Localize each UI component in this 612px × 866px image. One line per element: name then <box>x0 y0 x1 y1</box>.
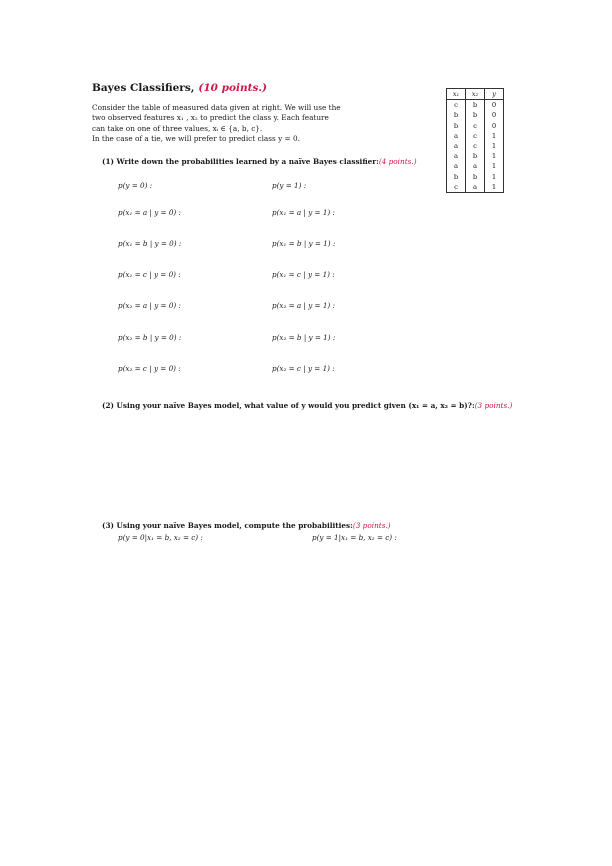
cell: b <box>466 172 485 182</box>
intro-line: two observed features x₁ , x₂ to predict the class y. Each feature <box>92 113 329 123</box>
intro-line: Consider the table of measured data given at right. We will use the <box>92 103 341 112</box>
cell: b <box>447 172 466 182</box>
cell: c <box>466 131 485 141</box>
table-row <box>447 100 504 111</box>
prob-x1c-y0: p(x₁ = c | y = 0) : <box>118 270 181 279</box>
prob-x2c-y0: p(x₂ = c | y = 0) : <box>118 364 181 373</box>
header-x1: x₁ <box>447 89 466 100</box>
page-title <box>92 82 267 94</box>
question-2-text: (2) Using your naïve Bayes model, what value of y would you predict given (x₁ = a, x₂ = b)?: <box>102 401 475 410</box>
question-2-points: (3 points.) <box>474 401 513 410</box>
question-2 <box>102 401 522 412</box>
cell: a <box>466 161 485 171</box>
cell: a <box>466 182 485 193</box>
table-row <box>447 172 504 182</box>
cell: c <box>466 121 485 131</box>
cell: 1 <box>485 141 504 151</box>
question-3-text: (3) Using your naïve Bayes model, compute the probabilities: <box>102 521 353 530</box>
intro-paragraph <box>92 103 422 145</box>
table-header-row <box>447 89 504 100</box>
cell: a <box>447 161 466 171</box>
prob-x1c-y1: p(x₁ = c | y = 1) : <box>272 270 335 279</box>
prob-x1b-y1: p(x₁ = b | y = 1) : <box>272 239 336 248</box>
cell: 1 <box>485 151 504 161</box>
cell: b <box>466 100 485 111</box>
cell: c <box>447 182 466 193</box>
question-3 <box>102 521 391 530</box>
header-y: y <box>485 89 504 100</box>
cell: a <box>447 131 466 141</box>
table-row <box>447 121 504 131</box>
table-row <box>447 141 504 151</box>
title-points: (10 points.) <box>198 82 267 94</box>
header-x2: x₂ <box>466 89 485 100</box>
data-table <box>446 88 504 193</box>
prob-x1a-y0: p(x₁ = a | y = 0) : <box>118 208 181 217</box>
prob-x2a-y1: p(x₂ = a | y = 1) : <box>272 301 335 310</box>
prob-x2b-y0: p(x₂ = b | y = 0) : <box>118 333 182 342</box>
cell: c <box>466 141 485 151</box>
prob-x2b-y1: p(x₂ = b | y = 1) : <box>272 333 336 342</box>
prob-x1b-y0: p(x₁ = b | y = 0) : <box>118 239 182 248</box>
prob-y1: p(y = 1) : <box>272 181 307 190</box>
prob-y0-given-bc: p(y = 0|x₁ = b, x₂ = c) : <box>118 533 203 542</box>
cell: b <box>466 151 485 161</box>
cell: b <box>447 110 466 120</box>
cell: b <box>466 110 485 120</box>
cell: 0 <box>485 110 504 120</box>
cell: a <box>447 141 466 151</box>
question-3-points: (3 points.) <box>352 521 391 530</box>
prob-y0: p(y = 0) : <box>118 181 153 190</box>
prob-y1-given-bc: p(y = 1|x₁ = b, x₂ = c) : <box>312 533 397 542</box>
table-row <box>447 182 504 193</box>
cell: c <box>447 100 466 111</box>
question-1-points: (4 points.) <box>378 157 417 166</box>
prob-x1a-y1: p(x₁ = a | y = 1) : <box>272 208 335 217</box>
prob-x2c-y1: p(x₂ = c | y = 1) : <box>272 364 335 373</box>
question-1-text: (1) Write down the probabilities learned by a naı̈ve Bayes classifier: <box>102 157 379 166</box>
cell: 1 <box>485 172 504 182</box>
table-row <box>447 131 504 141</box>
cell: 0 <box>485 100 504 111</box>
intro-line: In the case of a tie, we will prefer to predict class y = 0. <box>92 134 300 144</box>
cell: 1 <box>485 131 504 141</box>
intro-line: can take on one of three values, xᵢ ∈ {a, b, c}. <box>92 123 263 133</box>
cell: 0 <box>485 121 504 131</box>
question-1 <box>102 157 417 166</box>
cell: b <box>447 121 466 131</box>
table-row <box>447 161 504 171</box>
table-row <box>447 151 504 161</box>
cell: 1 <box>485 182 504 193</box>
title-text: Bayes Classifiers, <box>92 82 195 94</box>
prob-x2a-y0: p(x₂ = a | y = 0) : <box>118 301 181 310</box>
table-row <box>447 110 504 120</box>
cell: 1 <box>485 161 504 171</box>
cell: a <box>447 151 466 161</box>
